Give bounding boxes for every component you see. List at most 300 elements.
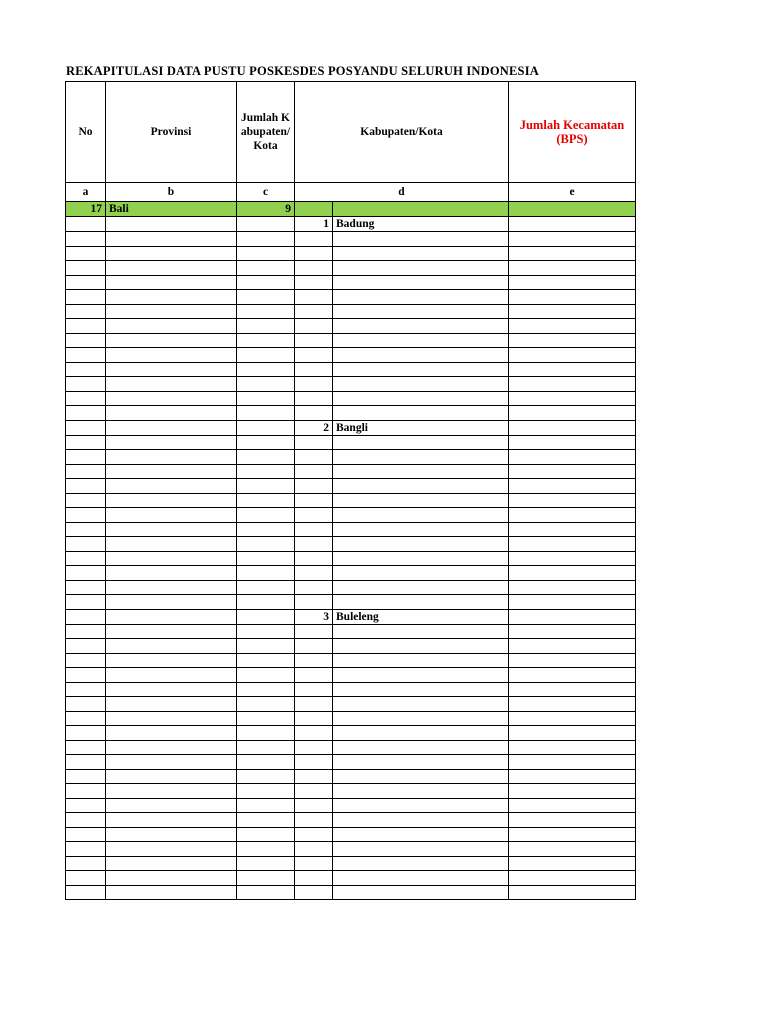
- empty-cell: [237, 246, 295, 261]
- empty-cell: [237, 740, 295, 755]
- empty-cell: [295, 464, 333, 479]
- empty-cell: [333, 493, 509, 508]
- empty-cell: [106, 348, 237, 363]
- empty-cell: [295, 290, 333, 305]
- empty-cell: [106, 362, 237, 377]
- empty-cell: [509, 580, 636, 595]
- empty-cell: [295, 522, 333, 537]
- empty-cell: [295, 595, 333, 610]
- empty-cell: [295, 319, 333, 334]
- empty-cell: [237, 232, 295, 247]
- empty-cell: [106, 551, 237, 566]
- empty-cell: [66, 333, 106, 348]
- empty-cell: [106, 697, 237, 712]
- empty-cell: [106, 290, 237, 305]
- empty-cell: [295, 668, 333, 683]
- empty-cell: [106, 682, 237, 697]
- table-row: [66, 784, 636, 799]
- table-row: [66, 711, 636, 726]
- empty-cell: [66, 391, 106, 406]
- empty-cell: [237, 450, 295, 465]
- table-row: [66, 275, 636, 290]
- empty-cell: [66, 450, 106, 465]
- empty-cell: [237, 261, 295, 276]
- empty-cell: [237, 711, 295, 726]
- empty-cell: [295, 653, 333, 668]
- table-row: [66, 653, 636, 668]
- empty-cell: [66, 493, 106, 508]
- empty-cell: [237, 580, 295, 595]
- empty-cell: [106, 435, 237, 450]
- empty-cell: [509, 682, 636, 697]
- empty-cell: [106, 333, 237, 348]
- empty-cell: [66, 348, 106, 363]
- table-row: [66, 566, 636, 581]
- empty-cell: [295, 348, 333, 363]
- empty-cell: [106, 246, 237, 261]
- empty-cell: [106, 391, 237, 406]
- empty-cell: [509, 537, 636, 552]
- empty-cell: [237, 885, 295, 900]
- empty-cell: [295, 551, 333, 566]
- header-row: [66, 82, 636, 183]
- header-jumlah-kecamatan: Jumlah Kecamatan (BPS): [509, 82, 636, 183]
- empty-cell: [106, 566, 237, 581]
- empty-cell: [509, 813, 636, 828]
- empty-cell: [295, 740, 333, 755]
- empty-cell: [333, 479, 509, 494]
- empty-cell: [66, 842, 106, 857]
- empty-cell: [509, 624, 636, 639]
- empty-cell: [333, 202, 509, 217]
- empty-cell: [333, 551, 509, 566]
- empty-cell: [237, 479, 295, 494]
- empty-cell: [333, 333, 509, 348]
- empty-cell: [295, 493, 333, 508]
- table-row: [66, 871, 636, 886]
- empty-cell: [237, 333, 295, 348]
- empty-cell: [66, 304, 106, 319]
- empty-cell: [237, 755, 295, 770]
- empty-cell: [295, 827, 333, 842]
- empty-cell: [333, 784, 509, 799]
- empty-cell: [106, 217, 237, 232]
- empty-cell: [333, 813, 509, 828]
- empty-cell: [333, 537, 509, 552]
- table-row: [66, 261, 636, 276]
- empty-cell: [333, 726, 509, 741]
- empty-cell: [66, 784, 106, 799]
- page-title: REKAPITULASI DATA PUSTU POSKESDES POSYANDU SELURUH INDONESIA: [66, 64, 539, 78]
- empty-cell: [106, 653, 237, 668]
- empty-cell: [509, 420, 636, 435]
- empty-cell: [66, 508, 106, 523]
- empty-cell: [106, 624, 237, 639]
- empty-cell: [106, 856, 237, 871]
- empty-cell: [333, 290, 509, 305]
- empty-cell: [333, 639, 509, 654]
- empty-cell: [295, 232, 333, 247]
- empty-cell: [333, 856, 509, 871]
- empty-cell: [237, 348, 295, 363]
- empty-cell: [66, 566, 106, 581]
- empty-cell: [66, 406, 106, 421]
- empty-cell: [66, 246, 106, 261]
- empty-cell: [333, 580, 509, 595]
- empty-cell: [295, 769, 333, 784]
- empty-cell: [509, 391, 636, 406]
- empty-cell: [333, 377, 509, 392]
- empty-cell: [295, 537, 333, 552]
- empty-cell: [237, 769, 295, 784]
- empty-cell: [66, 595, 106, 610]
- empty-cell: [237, 290, 295, 305]
- empty-cell: [295, 580, 333, 595]
- empty-cell: [509, 435, 636, 450]
- empty-cell: [237, 595, 295, 610]
- empty-cell: [66, 885, 106, 900]
- empty-cell: [106, 377, 237, 392]
- empty-cell: [106, 232, 237, 247]
- empty-cell: [237, 377, 295, 392]
- empty-cell: [333, 435, 509, 450]
- header-kabupaten-kota: Kabupaten/Kota: [295, 82, 509, 183]
- empty-cell: [66, 362, 106, 377]
- empty-cell: [295, 697, 333, 712]
- empty-cell: [106, 420, 237, 435]
- empty-cell: [509, 740, 636, 755]
- empty-cell: [106, 479, 237, 494]
- table-row: [66, 377, 636, 392]
- empty-cell: [106, 827, 237, 842]
- empty-cell: [66, 711, 106, 726]
- empty-cell: [295, 624, 333, 639]
- empty-cell: [106, 726, 237, 741]
- table-row: [66, 232, 636, 247]
- empty-cell: [509, 842, 636, 857]
- empty-cell: [237, 406, 295, 421]
- table-row: [66, 842, 636, 857]
- empty-cell: [106, 784, 237, 799]
- empty-cell: [66, 275, 106, 290]
- empty-cell: [295, 726, 333, 741]
- table-row: [66, 595, 636, 610]
- empty-cell: [66, 609, 106, 624]
- empty-cell: [295, 479, 333, 494]
- table-row: [66, 769, 636, 784]
- empty-cell: [333, 261, 509, 276]
- empty-cell: [237, 537, 295, 552]
- empty-cell: [509, 493, 636, 508]
- empty-cell: [333, 246, 509, 261]
- kabupaten-name: Bangli: [333, 420, 509, 435]
- empty-cell: [106, 871, 237, 886]
- empty-cell: [66, 697, 106, 712]
- empty-cell: [66, 827, 106, 842]
- empty-cell: [66, 682, 106, 697]
- header-provinsi: Provinsi: [106, 82, 237, 183]
- empty-cell: [237, 653, 295, 668]
- empty-cell: [509, 711, 636, 726]
- empty-cell: [333, 566, 509, 581]
- empty-cell: [509, 784, 636, 799]
- empty-cell: [106, 261, 237, 276]
- empty-cell: [237, 493, 295, 508]
- table-row: [66, 639, 636, 654]
- empty-cell: [237, 522, 295, 537]
- data-table: [65, 81, 636, 900]
- empty-cell: [237, 827, 295, 842]
- empty-cell: [333, 682, 509, 697]
- table-row: [66, 304, 636, 319]
- empty-cell: [106, 711, 237, 726]
- empty-cell: [333, 450, 509, 465]
- empty-cell: [237, 697, 295, 712]
- empty-cell: [237, 551, 295, 566]
- table-row: [66, 740, 636, 755]
- table-row: [66, 464, 636, 479]
- empty-cell: [237, 798, 295, 813]
- table-row: [66, 755, 636, 770]
- empty-cell: [237, 609, 295, 624]
- empty-cell: [509, 261, 636, 276]
- table-row: [66, 391, 636, 406]
- empty-cell: [106, 842, 237, 857]
- empty-cell: [106, 450, 237, 465]
- empty-cell: [237, 639, 295, 654]
- table-row: [66, 348, 636, 363]
- empty-cell: [333, 319, 509, 334]
- empty-cell: [509, 871, 636, 886]
- empty-cell: [509, 319, 636, 334]
- empty-cell: [295, 450, 333, 465]
- empty-cell: [237, 566, 295, 581]
- empty-cell: [295, 333, 333, 348]
- empty-cell: [509, 885, 636, 900]
- empty-cell: [237, 813, 295, 828]
- empty-cell: [66, 726, 106, 741]
- empty-cell: [509, 726, 636, 741]
- table-row: [66, 362, 636, 377]
- empty-cell: [237, 217, 295, 232]
- empty-cell: [333, 464, 509, 479]
- province-row: [66, 202, 636, 217]
- empty-cell: [106, 493, 237, 508]
- empty-cell: [106, 755, 237, 770]
- empty-cell: [66, 420, 106, 435]
- empty-cell: [295, 508, 333, 523]
- empty-cell: [237, 842, 295, 857]
- empty-cell: [333, 711, 509, 726]
- header-jumlah-kabupaten: Jumlah Kabupaten/Kota: [237, 82, 295, 183]
- empty-cell: [66, 639, 106, 654]
- empty-cell: [295, 711, 333, 726]
- empty-cell: [509, 246, 636, 261]
- table-row: [66, 885, 636, 900]
- empty-cell: [295, 842, 333, 857]
- empty-cell: [106, 275, 237, 290]
- empty-cell: [333, 798, 509, 813]
- empty-cell: [509, 769, 636, 784]
- kabupaten-number: 1: [295, 217, 333, 232]
- table-row: [66, 798, 636, 813]
- empty-cell: [295, 406, 333, 421]
- empty-cell: [66, 755, 106, 770]
- empty-cell: [509, 697, 636, 712]
- empty-cell: [509, 479, 636, 494]
- empty-cell: [333, 842, 509, 857]
- empty-cell: [106, 537, 237, 552]
- empty-cell: [295, 246, 333, 261]
- empty-cell: [237, 319, 295, 334]
- province-number: 17: [66, 202, 106, 217]
- empty-cell: [509, 202, 636, 217]
- empty-cell: [106, 508, 237, 523]
- table-row: [66, 406, 636, 421]
- table-row: [66, 624, 636, 639]
- empty-cell: [295, 871, 333, 886]
- empty-cell: [237, 464, 295, 479]
- empty-cell: [509, 275, 636, 290]
- empty-cell: [333, 232, 509, 247]
- empty-cell: [333, 348, 509, 363]
- header-no: No: [66, 82, 106, 183]
- empty-cell: [295, 202, 333, 217]
- empty-cell: [333, 391, 509, 406]
- empty-cell: [509, 668, 636, 683]
- kabupaten-name: Buleleng: [333, 609, 509, 624]
- empty-cell: [509, 639, 636, 654]
- empty-cell: [237, 508, 295, 523]
- empty-cell: [237, 682, 295, 697]
- empty-cell: [295, 813, 333, 828]
- empty-cell: [66, 319, 106, 334]
- table-row: [66, 827, 636, 842]
- empty-cell: [237, 624, 295, 639]
- empty-cell: [333, 508, 509, 523]
- empty-cell: [333, 769, 509, 784]
- table-row: [66, 290, 636, 305]
- empty-cell: [295, 435, 333, 450]
- empty-cell: [237, 856, 295, 871]
- empty-cell: [509, 377, 636, 392]
- kabupaten-row: [66, 420, 636, 435]
- table-row: [66, 479, 636, 494]
- empty-cell: [333, 885, 509, 900]
- table-row: [66, 682, 636, 697]
- empty-cell: [66, 668, 106, 683]
- empty-cell: [66, 435, 106, 450]
- empty-cell: [237, 420, 295, 435]
- empty-cell: [509, 362, 636, 377]
- empty-cell: [66, 740, 106, 755]
- column-letter: d: [295, 183, 509, 202]
- empty-cell: [106, 798, 237, 813]
- empty-cell: [66, 856, 106, 871]
- kabupaten-number: 3: [295, 609, 333, 624]
- empty-cell: [509, 522, 636, 537]
- empty-cell: [509, 406, 636, 421]
- empty-cell: [106, 406, 237, 421]
- empty-cell: [106, 740, 237, 755]
- province-name: Bali: [106, 202, 237, 217]
- empty-cell: [295, 362, 333, 377]
- empty-cell: [509, 755, 636, 770]
- empty-cell: [106, 668, 237, 683]
- table-row: [66, 856, 636, 871]
- empty-cell: [66, 769, 106, 784]
- empty-cell: [509, 450, 636, 465]
- empty-cell: [295, 377, 333, 392]
- table-row: [66, 319, 636, 334]
- empty-cell: [295, 261, 333, 276]
- empty-cell: [66, 377, 106, 392]
- empty-cell: [509, 856, 636, 871]
- empty-cell: [333, 697, 509, 712]
- empty-cell: [66, 871, 106, 886]
- empty-cell: [66, 580, 106, 595]
- empty-cell: [106, 769, 237, 784]
- empty-cell: [333, 653, 509, 668]
- empty-cell: [295, 682, 333, 697]
- empty-cell: [509, 232, 636, 247]
- empty-cell: [509, 304, 636, 319]
- empty-cell: [237, 362, 295, 377]
- empty-cell: [66, 261, 106, 276]
- table-row: [66, 508, 636, 523]
- empty-cell: [66, 232, 106, 247]
- table-row: [66, 668, 636, 683]
- empty-cell: [295, 798, 333, 813]
- kabupaten-number: 2: [295, 420, 333, 435]
- empty-cell: [295, 639, 333, 654]
- empty-cell: [509, 827, 636, 842]
- table-row: [66, 522, 636, 537]
- column-letter: a: [66, 183, 106, 202]
- empty-cell: [509, 348, 636, 363]
- empty-cell: [106, 580, 237, 595]
- empty-cell: [66, 290, 106, 305]
- empty-cell: [106, 609, 237, 624]
- empty-cell: [333, 740, 509, 755]
- empty-cell: [509, 595, 636, 610]
- empty-cell: [106, 319, 237, 334]
- empty-cell: [66, 537, 106, 552]
- empty-cell: [333, 522, 509, 537]
- column-letter: b: [106, 183, 237, 202]
- table-row: [66, 493, 636, 508]
- empty-cell: [106, 639, 237, 654]
- table-row: [66, 580, 636, 595]
- empty-cell: [333, 668, 509, 683]
- empty-cell: [333, 624, 509, 639]
- empty-cell: [295, 784, 333, 799]
- empty-cell: [237, 784, 295, 799]
- empty-cell: [106, 464, 237, 479]
- table-row: [66, 435, 636, 450]
- empty-cell: [66, 798, 106, 813]
- empty-cell: [106, 522, 237, 537]
- empty-cell: [509, 508, 636, 523]
- kabupaten-row: [66, 609, 636, 624]
- empty-cell: [333, 275, 509, 290]
- empty-cell: [333, 871, 509, 886]
- empty-cell: [237, 668, 295, 683]
- empty-cell: [237, 275, 295, 290]
- empty-cell: [237, 435, 295, 450]
- empty-cell: [295, 856, 333, 871]
- table-row: [66, 551, 636, 566]
